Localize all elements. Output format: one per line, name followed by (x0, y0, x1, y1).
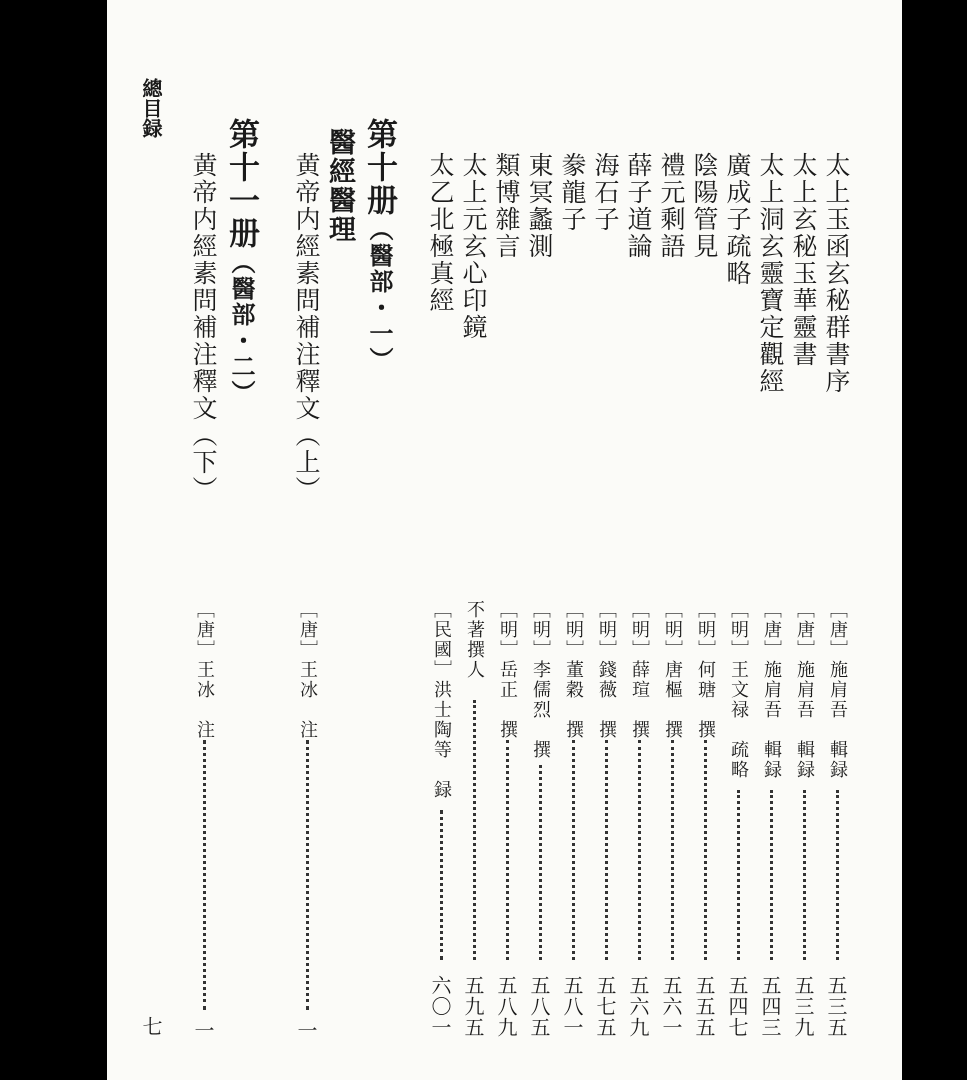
volume-11-subtitle: （醫部・二） (227, 250, 256, 406)
entry-title: 豢龍子 (558, 152, 587, 233)
entry-title: 黄帝内經素問補注釋文（上） (292, 152, 321, 503)
entry-attribution: ［唐］王冰 注 (194, 600, 215, 740)
entry-page: 五八五 (527, 975, 551, 1038)
volume-11-heading (223, 118, 259, 406)
entry-attribution: ［唐］施肩吾 輯録 (794, 600, 815, 780)
dot-leader (737, 790, 740, 960)
dot-leader (440, 810, 443, 960)
entry-attribution: ［明］何瑭 撰 (695, 600, 716, 740)
entry-attribution: 不著撰人 (464, 600, 485, 680)
dot-leader (506, 740, 509, 960)
entry-page: 五五五 (692, 975, 716, 1038)
dot-leader (803, 790, 806, 960)
entry-page: 五七五 (593, 975, 617, 1038)
dot-leader (306, 740, 309, 1010)
entry-page: 五四七 (725, 975, 749, 1038)
entry-page: 六〇一 (428, 975, 452, 1038)
dot-leader (836, 790, 839, 960)
entry-title: 類博雜言 (492, 152, 521, 260)
dot-leader (572, 740, 575, 960)
entry-attribution: ［民國］洪士陶等 録 (431, 600, 452, 800)
entry-page: 五三九 (791, 975, 815, 1038)
dot-leader (473, 700, 476, 960)
entry-page: 五八一 (560, 975, 584, 1038)
entry-page: 五六九 (626, 975, 650, 1038)
volume-11-title: 第十一册 (223, 118, 259, 250)
entry-attribution: ［明］董穀 撰 (563, 600, 584, 740)
entry-attribution: ［明］薛瑄 撰 (629, 600, 650, 740)
entry-attribution: ［明］唐樞 撰 (662, 600, 683, 740)
entry-page: 一 (191, 1020, 215, 1041)
dot-leader (638, 740, 641, 960)
entry-title: 太上玉函玄秘群書序 (822, 152, 851, 395)
dot-leader (770, 790, 773, 960)
entry-attribution: ［唐］施肩吾 輯録 (761, 600, 782, 780)
entry-title: 太乙北極真經 (426, 152, 455, 314)
dot-leader (203, 740, 206, 1010)
entry-title: 東冥蠡測 (525, 152, 554, 260)
entry-title: 太上洞玄靈寶定觀經 (756, 152, 785, 395)
entry-page: 五四三 (758, 975, 782, 1038)
entry-title: 陰陽管見 (690, 152, 719, 260)
volume-10-title: 第十册 (361, 118, 397, 217)
entry-title: 禮元剩語 (657, 152, 686, 260)
entry-title: 黄帝内經素問補注釋文（下） (189, 152, 218, 503)
running-head: 總目録 (139, 78, 163, 138)
entry-attribution: ［明］錢薇 撰 (596, 600, 617, 740)
dot-leader (704, 740, 707, 960)
entry-title: 海石子 (591, 152, 620, 233)
entry-attribution: ［明］李儒烈 撰 (530, 600, 551, 760)
dot-leader (605, 740, 608, 960)
entry-attribution: ［唐］王冰 注 (297, 600, 318, 740)
entry-attribution: ［唐］施肩吾 輯録 (827, 600, 848, 780)
entry-page: 五八九 (494, 975, 518, 1038)
dot-leader (671, 740, 674, 960)
entry-title: 太上玄秘玉華靈書 (789, 152, 818, 368)
toc-page (107, 0, 902, 1080)
entry-attribution: ［明］王文禄 疏略 (728, 600, 749, 780)
entry-page: 五六一 (659, 975, 683, 1038)
entry-page: 五三五 (824, 975, 848, 1038)
entry-attribution: ［明］岳正 撰 (497, 600, 518, 740)
volume-10-subtitle: （醫部・一） (365, 217, 394, 373)
entry-page: 五九五 (461, 975, 485, 1038)
entry-title: 薛子道論 (624, 152, 653, 260)
dot-leader (539, 765, 542, 960)
section-heading: 醫經醫理 (324, 128, 355, 244)
volume-10-heading (361, 118, 397, 373)
entry-title: 廣成子疏略 (723, 152, 752, 287)
page-number: 七 (139, 1016, 163, 1036)
entry-title: 太上元玄心印鏡 (459, 152, 488, 341)
entry-page: 一 (294, 1020, 318, 1041)
